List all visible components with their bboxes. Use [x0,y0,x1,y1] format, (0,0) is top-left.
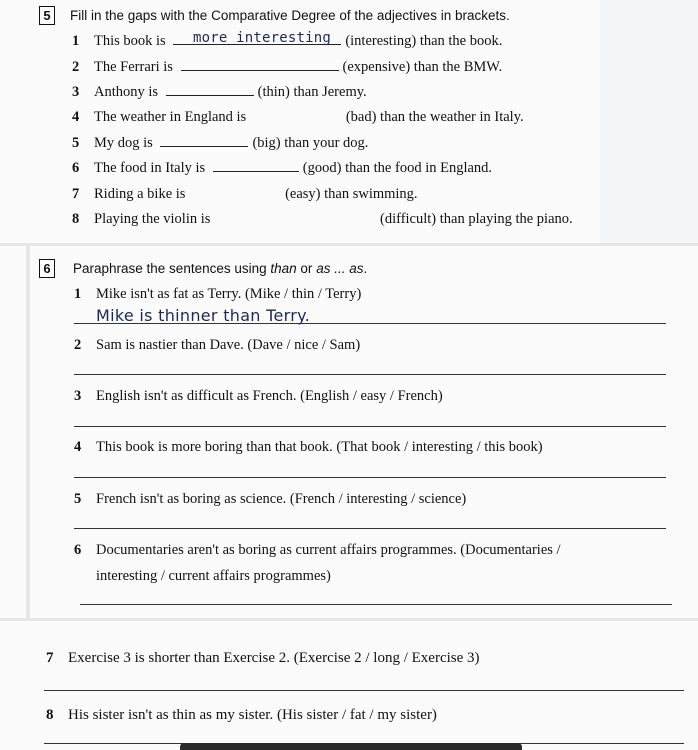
ex6-item-6-cont: interesting / current affairs programmes) [96,568,331,584]
ex5-item-2: 2 The Ferrari is (expensive) than the BMW. [72,59,503,75]
answer-blank[interactable] [213,159,299,172]
ex6-item-1: 1 Mike isn't as fat as Terry. (Mike / thin / Terry) [74,286,362,302]
answer-line-3[interactable] [74,426,666,427]
ex5-item-8: 8 Playing the violin is (difficult) than playing the piano. [72,211,573,227]
exercise-5-instruction: Fill in the gaps with the Comparative Degree of the adjectives in brackets. [70,8,510,23]
left-margin-bar [26,246,30,618]
ex5-item-3: 3 Anthony is (thin) than Jeremy. [72,84,367,100]
answer-line-7[interactable] [44,690,684,691]
ex5-item-7: 7 Riding a bike is (easy) than swimming. [72,186,418,202]
section-divider [0,243,698,246]
handwritten-answer-2: Mike is thinner than Terry. [96,306,310,325]
answer-blank[interactable] [218,210,376,223]
section-divider-2 [0,618,698,621]
answer-blank[interactable] [181,58,339,71]
ex6-item-8: 8 His sister isn't as thin as my sister. (His sister / fat / my sister) [46,707,437,723]
exercise-5-number: 5 [39,6,55,25]
exercise-6-number: 6 [39,259,55,278]
dark-overlay-bar [180,743,522,750]
answer-line-5[interactable] [74,528,666,529]
exercise-6-instruction: Paraphrase the sentences using than or as ... as. [73,261,368,276]
answer-line-6[interactable] [80,604,672,605]
ex6-item-6: 6 Documentaries aren't as boring as current affairs programmes. (Documentaries / [74,542,561,558]
answer-line-1[interactable] [74,323,666,324]
handwritten-answer: more interesting [193,30,332,46]
ex5-item-5: 5 My dog is (big) than your dog. [72,135,369,151]
ex6-item-2: 2 Sam is nastier than Dave. (Dave / nice / Sam) [74,337,361,353]
ex6-item-4: 4 This book is more boring than that book. (That book / interesting / this book) [74,439,543,455]
ex6-item-5: 5 French isn't as boring as science. (French / interesting / science) [74,491,467,507]
answer-blank[interactable] [160,134,248,147]
answer-line-2[interactable] [74,374,666,375]
answer-blank[interactable] [193,185,281,198]
answer-blank[interactable] [166,83,254,96]
ex6-item-3: 3 English isn't as difficult as French. (English / easy / French) [74,388,443,404]
answer-line-4[interactable] [74,477,666,478]
ex6-item-7: 7 Exercise 3 is shorter than Exercise 2. (Exercise 2 / long / Exercise 3) [46,650,480,666]
answer-blank[interactable] [254,108,342,121]
ex5-item-6: 6 The food in Italy is (good) than the food in England. [72,160,493,176]
background-shade [600,0,698,245]
ex5-item-4: 4 The weather in England is (bad) than the weather in Italy. [72,109,524,125]
ex5-item-1: 1 This book is (interesting) than the book. [72,33,503,49]
